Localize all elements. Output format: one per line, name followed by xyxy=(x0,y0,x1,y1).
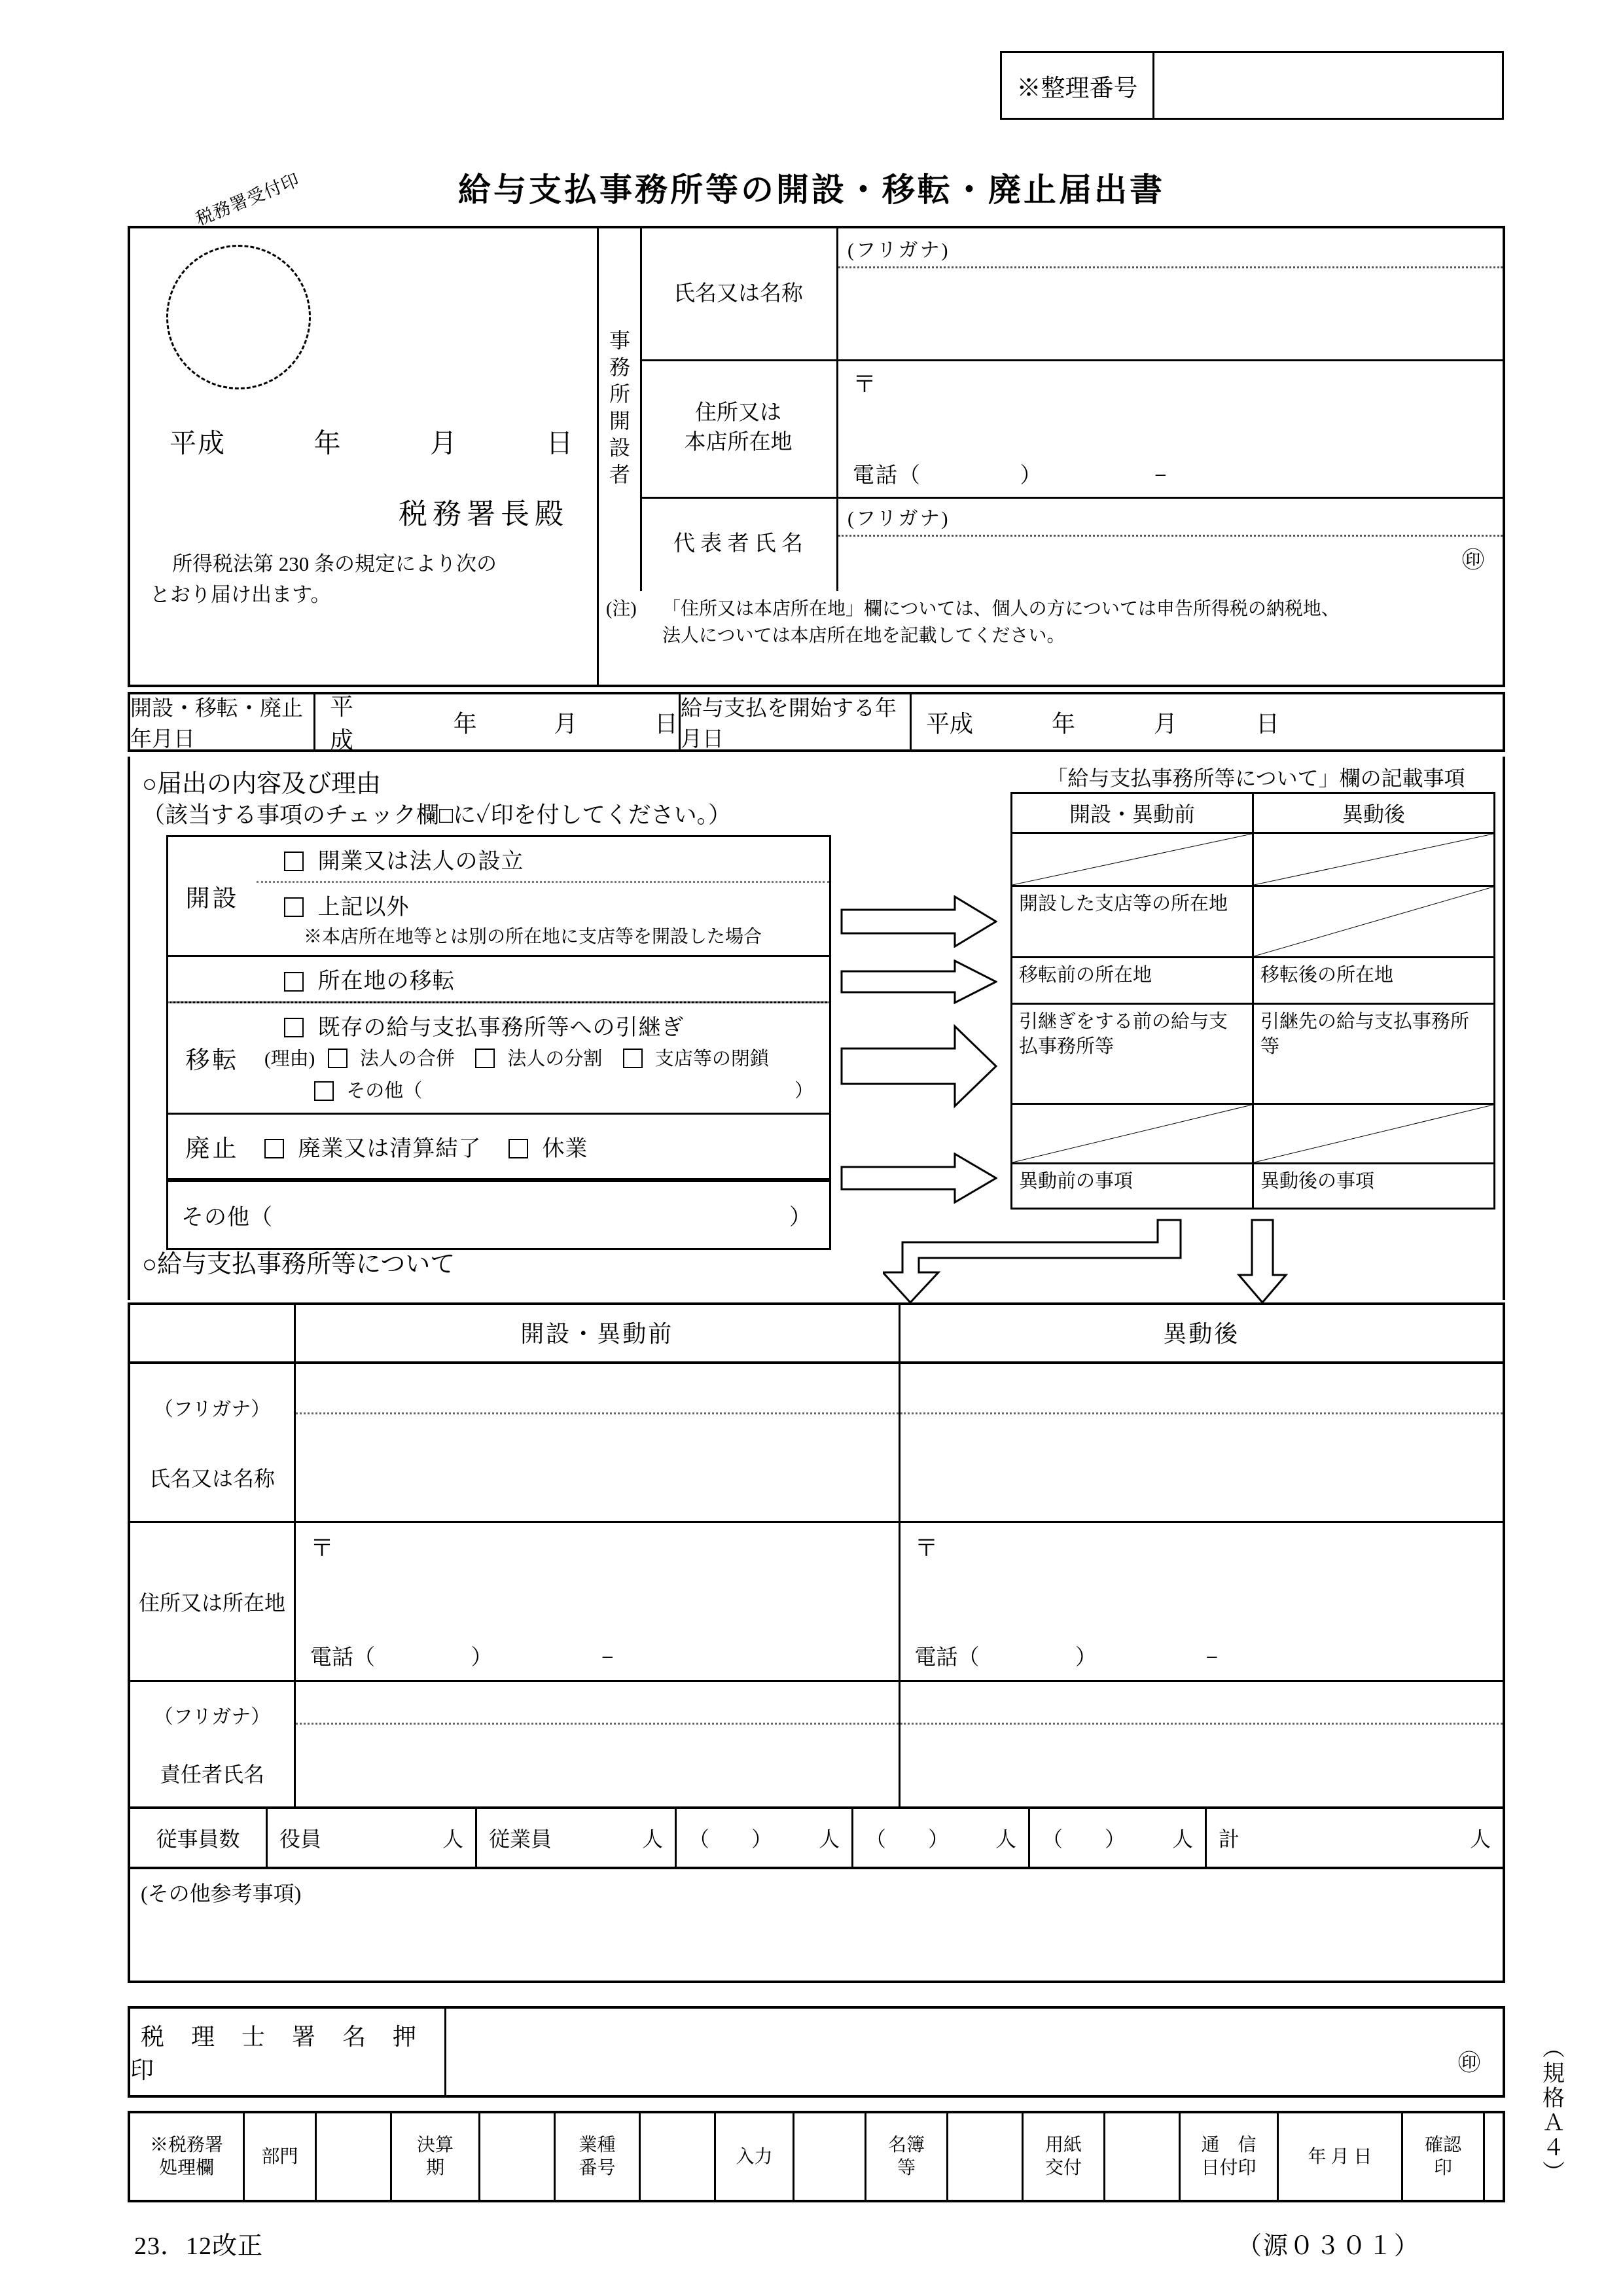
submission-date[interactable] xyxy=(169,422,588,460)
reason-option-other-than-above[interactable] xyxy=(257,883,829,922)
remarks-label: (その他参考事項) xyxy=(141,1882,302,1905)
form-code: （源０３０１） xyxy=(1237,2233,1421,2260)
staff-cell-name: 従業員 xyxy=(489,1827,552,1851)
page-title: 給与支払事務所等の開設・移転・廃止届出書 xyxy=(458,171,1165,208)
reference-cell-after xyxy=(1254,1105,1493,1162)
postal-code-mark: 〒 xyxy=(310,1535,334,1561)
reasons-section-instruction: （該当する事項のチェック欄□に✓印を付してください。） xyxy=(142,802,732,828)
applicant-address-value-cell[interactable] xyxy=(838,359,1503,497)
staff-count-label: 従事員数 xyxy=(130,1809,268,1867)
submission-year-unit: 年 xyxy=(313,428,342,458)
reason-haishi-options[interactable] xyxy=(257,1115,829,1178)
payroll-start-label: 給与支払を開始する年月日 xyxy=(681,694,912,749)
office-name-label: 氏名又は名称 xyxy=(149,1467,275,1490)
applicant-address-row xyxy=(640,359,1503,499)
flow-elbow-arrow-icon xyxy=(883,1219,1197,1304)
reason-group-iten xyxy=(168,957,829,1003)
reference-cell-after xyxy=(1254,834,1493,885)
legal-basis-line-2: とおり届け出ます。 xyxy=(150,583,331,606)
seal-icon: ㊞ xyxy=(1458,2051,1480,2075)
reason-option-label: 既存の給与支払事務所等への引継ぎ xyxy=(317,1015,685,1040)
applicant-name-row xyxy=(640,228,1503,361)
furigana-divider xyxy=(901,1723,1503,1725)
processing-field-gyoshu-value[interactable] xyxy=(641,2113,716,2200)
office-telephone-before[interactable] xyxy=(310,1640,614,1671)
applicant-address-label-cell xyxy=(640,359,838,497)
processing-field-bumon-label: 部門 xyxy=(245,2113,317,2200)
addressee-tax-office: 税務署長殿 xyxy=(399,498,569,530)
reference-number-value[interactable] xyxy=(1154,53,1502,118)
payroll-start-era: 平成 xyxy=(926,710,974,737)
processing-field-kessanki-label: 決算 期 xyxy=(392,2113,480,2200)
event-date-era: 平成 xyxy=(330,694,355,753)
reference-row xyxy=(1012,887,1493,958)
office-name-label-cell xyxy=(130,1364,296,1521)
office-manager-row xyxy=(130,1682,1503,1809)
reason-option-kaigyou[interactable] xyxy=(257,837,829,881)
office-name-after[interactable] xyxy=(901,1364,1503,1521)
processing-field-kakunin-value[interactable] xyxy=(1485,2113,1503,2200)
checkbox-icon[interactable] xyxy=(284,852,304,871)
applicant-name-label: 氏名又は名称 xyxy=(673,281,803,306)
payroll-start-value[interactable] xyxy=(912,694,1503,749)
processing-field-youshi-value[interactable] xyxy=(1105,2113,1181,2200)
reason-sub-options xyxy=(257,1044,829,1076)
reference-cell-before: 引継ぎをする前の給与支払事務所等 xyxy=(1012,1005,1254,1103)
applicant-name-label-cell xyxy=(640,228,838,359)
representative-value-cell[interactable] xyxy=(838,497,1503,591)
telephone-label: 電話（ xyxy=(310,1646,375,1670)
telephone-label: 電話（ xyxy=(853,464,921,488)
applicant-name-value[interactable] xyxy=(838,266,1503,359)
reference-row xyxy=(1012,1105,1493,1164)
legal-basis-text xyxy=(150,549,582,610)
reason-sub-option-split: 法人の分割 xyxy=(507,1048,603,1069)
applicant-vertical-label: 事務所開設者 xyxy=(607,329,630,490)
office-header-before: 開設・異動前 xyxy=(296,1305,901,1361)
furigana-divider xyxy=(901,1412,1503,1414)
applicant-telephone[interactable] xyxy=(853,458,1168,489)
reasons-checkbox-table xyxy=(166,835,831,1250)
reference-header-before: 開設・異動前 xyxy=(1012,794,1254,832)
staff-cell-unit: 人 xyxy=(995,1827,1016,1851)
office-manager-label: 責任者氏名 xyxy=(159,1763,264,1786)
payroll-start-month: 月 xyxy=(1154,710,1178,737)
event-date-row xyxy=(128,692,1505,752)
submission-left-panel xyxy=(130,170,599,685)
representative-name-value[interactable] xyxy=(838,535,1503,591)
reason-other-label: その他（ xyxy=(346,1081,423,1102)
reasons-block xyxy=(128,757,1505,1300)
postal-code-mark: 〒 xyxy=(914,1535,938,1561)
telephone-dash: − xyxy=(601,1646,614,1670)
checkbox-icon[interactable] xyxy=(284,1018,304,1037)
flow-arrow-icon xyxy=(840,960,997,1004)
processing-field-kessanki-value[interactable] xyxy=(480,2113,556,2200)
reference-cell-before xyxy=(1012,834,1254,885)
office-name-before[interactable] xyxy=(296,1364,901,1521)
office-address-row xyxy=(130,1523,1503,1682)
tax-accountant-row xyxy=(128,2006,1505,2098)
checkbox-icon[interactable] xyxy=(475,1049,495,1068)
note-marker: (注) xyxy=(606,599,637,619)
telephone-dash: − xyxy=(1154,464,1168,488)
checkbox-icon[interactable] xyxy=(264,1139,284,1158)
reason-row-other[interactable] xyxy=(168,1180,829,1248)
checkbox-icon[interactable] xyxy=(314,1081,334,1101)
reason-option-relocation[interactable] xyxy=(257,957,829,1001)
office-telephone-after[interactable] xyxy=(915,1640,1219,1671)
payroll-start-day: 日 xyxy=(1256,710,1280,737)
processing-field-meibo-value[interactable] xyxy=(948,2113,1024,2200)
reason-option-closure: 廃業又は清算結了 xyxy=(298,1136,482,1161)
reason-option-suspension: 休業 xyxy=(542,1136,588,1161)
telephone-paren-close: ） xyxy=(471,1646,493,1670)
event-date-month: 月 xyxy=(554,710,579,737)
revision-note: 23．12改正 xyxy=(134,2233,264,2260)
processing-field-meibo-label: 名簿 等 xyxy=(866,2113,948,2200)
reference-cell-after: 移転後の所在地 xyxy=(1260,965,1394,986)
checkbox-icon[interactable] xyxy=(508,1139,528,1158)
reason-option-label: 開業又は法人の設立 xyxy=(317,850,524,874)
remarks-area[interactable] xyxy=(130,1869,1503,1981)
receipt-stamp-label: 税務署受付印 xyxy=(193,170,303,230)
other-reason-close: ） xyxy=(789,1205,812,1230)
legal-basis-line-1: 所得税法第 230 条の規定により次の xyxy=(172,552,497,575)
submission-day-unit: 日 xyxy=(546,428,575,458)
reference-row xyxy=(1012,958,1493,1005)
reason-group-label: 開設 xyxy=(185,886,240,913)
checkbox-icon[interactable] xyxy=(284,972,304,992)
reason-sub-option-other[interactable] xyxy=(257,1076,829,1112)
reason-sub-option-branch-closure: 支店等の閉鎖 xyxy=(654,1048,769,1069)
reason-group-label: 廃止 xyxy=(185,1136,240,1163)
staff-cell-name: 役員 xyxy=(279,1827,322,1851)
paper-size-note xyxy=(1522,2003,1580,2219)
tax-accountant-label: 税 理 士 署 名 押 印 xyxy=(130,2009,446,2095)
reference-row xyxy=(1012,1005,1493,1105)
reference-cell-before xyxy=(1012,1105,1254,1162)
event-date-label: 開設・移転・廃止年月日 xyxy=(130,694,315,749)
flow-arrow-icon xyxy=(840,895,997,948)
reference-cell-before: 開設した支店等の所在地 xyxy=(1012,887,1254,956)
tax-office-processing-row xyxy=(128,2111,1505,2202)
other-reason-label: その他（ xyxy=(181,1205,273,1230)
office-table-header xyxy=(130,1305,1503,1364)
staff-cell-name: （ ） xyxy=(688,1827,773,1851)
note-line-1: 「住所又は本店所在地」欄については、個人の方については申告所得税の納税地、 xyxy=(662,599,1340,619)
staff-cell-unit: 人 xyxy=(641,1827,663,1851)
reference-row xyxy=(1012,1164,1493,1208)
staff-cell-total[interactable] xyxy=(1207,1809,1503,1867)
telephone-paren-close: ） xyxy=(1075,1646,1097,1670)
office-name-furigana-label: （フリガナ） xyxy=(153,1399,271,1420)
event-date-value[interactable] xyxy=(315,694,681,753)
checkbox-icon[interactable] xyxy=(284,897,304,917)
office-section-title: ○給与支払事務所等について xyxy=(142,1251,455,1278)
telephone-label: 電話（ xyxy=(914,1646,980,1670)
staff-cell-name: （ ） xyxy=(1042,1827,1126,1851)
reference-cell-after: 引継先の給与支払事務所等 xyxy=(1260,1011,1470,1057)
office-name-row xyxy=(130,1364,1503,1523)
staff-cell-unit: 人 xyxy=(442,1827,463,1851)
reason-option-takeover[interactable] xyxy=(257,1003,829,1044)
reason-option-label: 所在地の移転 xyxy=(317,969,455,994)
staff-cell-other-1[interactable] xyxy=(677,1809,853,1867)
representative-label-cell xyxy=(640,497,838,591)
applicant-address-label-2: 本店所在地 xyxy=(684,431,793,454)
submission-month-unit: 月 xyxy=(430,428,458,458)
receipt-stamp-circle xyxy=(166,170,311,389)
processing-field-youshi-label: 用紙 交付 xyxy=(1024,2113,1105,2200)
processing-field-nyuryoku-value[interactable] xyxy=(794,2113,866,2200)
reference-cell-before: 異動前の事項 xyxy=(1012,1164,1254,1208)
address-note xyxy=(597,591,1503,685)
applicant-address-label-1: 住所又は xyxy=(695,401,781,425)
submission-era: 平成 xyxy=(169,428,226,458)
event-date-day: 日 xyxy=(654,710,679,737)
processing-field-bumon-value[interactable] xyxy=(317,2113,392,2200)
representative-row xyxy=(640,497,1503,591)
processing-field-tsushin-value[interactable]: 年 月 日 xyxy=(1279,2113,1403,2200)
representative-name-label: 代 表 者 氏 名 xyxy=(673,531,803,556)
office-address-label-cell xyxy=(130,1523,296,1680)
postal-code-mark: 〒 xyxy=(853,371,877,397)
checkbox-icon[interactable] xyxy=(623,1049,643,1068)
reference-table xyxy=(1010,792,1495,1210)
checkbox-icon[interactable] xyxy=(328,1049,348,1068)
reference-table-header xyxy=(1012,794,1493,834)
event-date-year: 年 xyxy=(453,710,478,737)
note-line-2: 法人については本店所在地を記載してください。 xyxy=(662,625,1065,646)
applicant-name-value-cell[interactable] xyxy=(838,228,1503,359)
reason-option-label: 上記以外 xyxy=(317,895,410,920)
processing-field-nyuryoku-label: 入力 xyxy=(716,2113,794,2200)
staff-cell-officers[interactable] xyxy=(268,1809,477,1867)
processing-field-tsushin-label: 通 信 日付印 xyxy=(1181,2113,1279,2200)
staff-cell-name: （ ） xyxy=(865,1827,950,1851)
staff-cell-employees[interactable] xyxy=(477,1809,677,1867)
flow-arrow-icon xyxy=(840,1024,997,1109)
telephone-paren-close: ） xyxy=(1020,464,1043,488)
reference-number-label: ※整理番号 xyxy=(1002,53,1154,118)
office-details-table xyxy=(128,1302,1505,1983)
reason-group-haishi xyxy=(168,1115,829,1180)
processing-field-gyoshu-label: 業種 番号 xyxy=(556,2113,641,2200)
reason-other-close: ） xyxy=(794,1081,813,1102)
office-address-before[interactable] xyxy=(296,1523,901,1680)
staff-cell-other-3[interactable] xyxy=(1030,1809,1207,1867)
reason-sub-option-merger: 法人の合併 xyxy=(359,1048,455,1069)
processing-label: ※税務署 処理欄 xyxy=(130,2113,245,2200)
reason-prefix: (理由) xyxy=(264,1048,315,1069)
staff-cell-unit: 人 xyxy=(818,1827,840,1851)
telephone-dash: − xyxy=(1205,1646,1219,1670)
office-header-after: 異動後 xyxy=(1163,1321,1240,1347)
reference-number-box xyxy=(1000,51,1504,120)
staff-cell-other-2[interactable] xyxy=(853,1809,1030,1867)
office-address-label: 住所又は所在地 xyxy=(138,1591,285,1615)
furigana-divider xyxy=(296,1412,899,1414)
office-manager-before[interactable] xyxy=(296,1682,901,1806)
reference-cell-after: 異動後の事項 xyxy=(1260,1171,1375,1192)
payroll-start-year: 年 xyxy=(1052,710,1076,737)
processing-field-kakunin-label: 確認 印 xyxy=(1403,2113,1485,2200)
reference-table-caption: 「給与支払事務所等について」欄の記載事項 xyxy=(1046,766,1465,790)
reference-cell-before: 移転前の所在地 xyxy=(1012,958,1254,1003)
staff-cell-name: 計 xyxy=(1219,1827,1240,1851)
reason-group-kaisetsu xyxy=(168,837,829,957)
staff-cell-unit: 人 xyxy=(1171,1827,1193,1851)
office-manager-after[interactable] xyxy=(901,1682,1503,1806)
staff-cell-unit: 人 xyxy=(1469,1827,1491,1851)
reason-group-label: 移転 xyxy=(185,1047,240,1075)
reason-option-note: ※本店所在地等とは別の所在地に支店等を開設した場合 xyxy=(304,927,762,948)
tax-accountant-value[interactable] xyxy=(446,2009,1503,2095)
flow-arrow-icon xyxy=(840,1153,997,1204)
applicant-furigana-label: (フリガナ) xyxy=(847,240,950,261)
reference-row xyxy=(1012,834,1493,887)
paper-size-text: （規格Ａ４） xyxy=(1539,2036,1563,2185)
office-header-spacer xyxy=(130,1305,296,1361)
office-manager-label-cell xyxy=(130,1682,296,1806)
office-manager-furigana-label: （フリガナ） xyxy=(153,1706,271,1728)
applicant-vertical-label-column xyxy=(597,228,642,591)
office-address-after[interactable] xyxy=(901,1523,1503,1680)
reference-cell-after xyxy=(1254,887,1493,956)
applicant-field-column xyxy=(640,228,1503,591)
seal-icon: ㊞ xyxy=(1462,548,1484,573)
reference-header-after: 異動後 xyxy=(1342,802,1405,826)
reasons-section-title: ○届出の内容及び理由 xyxy=(142,770,381,798)
reason-group-iten-2 xyxy=(168,1001,829,1115)
staff-count-row xyxy=(130,1809,1503,1869)
representative-furigana-label: (フリガナ) xyxy=(847,508,950,529)
furigana-divider xyxy=(296,1723,899,1725)
flow-down-arrow-icon xyxy=(1236,1219,1289,1304)
